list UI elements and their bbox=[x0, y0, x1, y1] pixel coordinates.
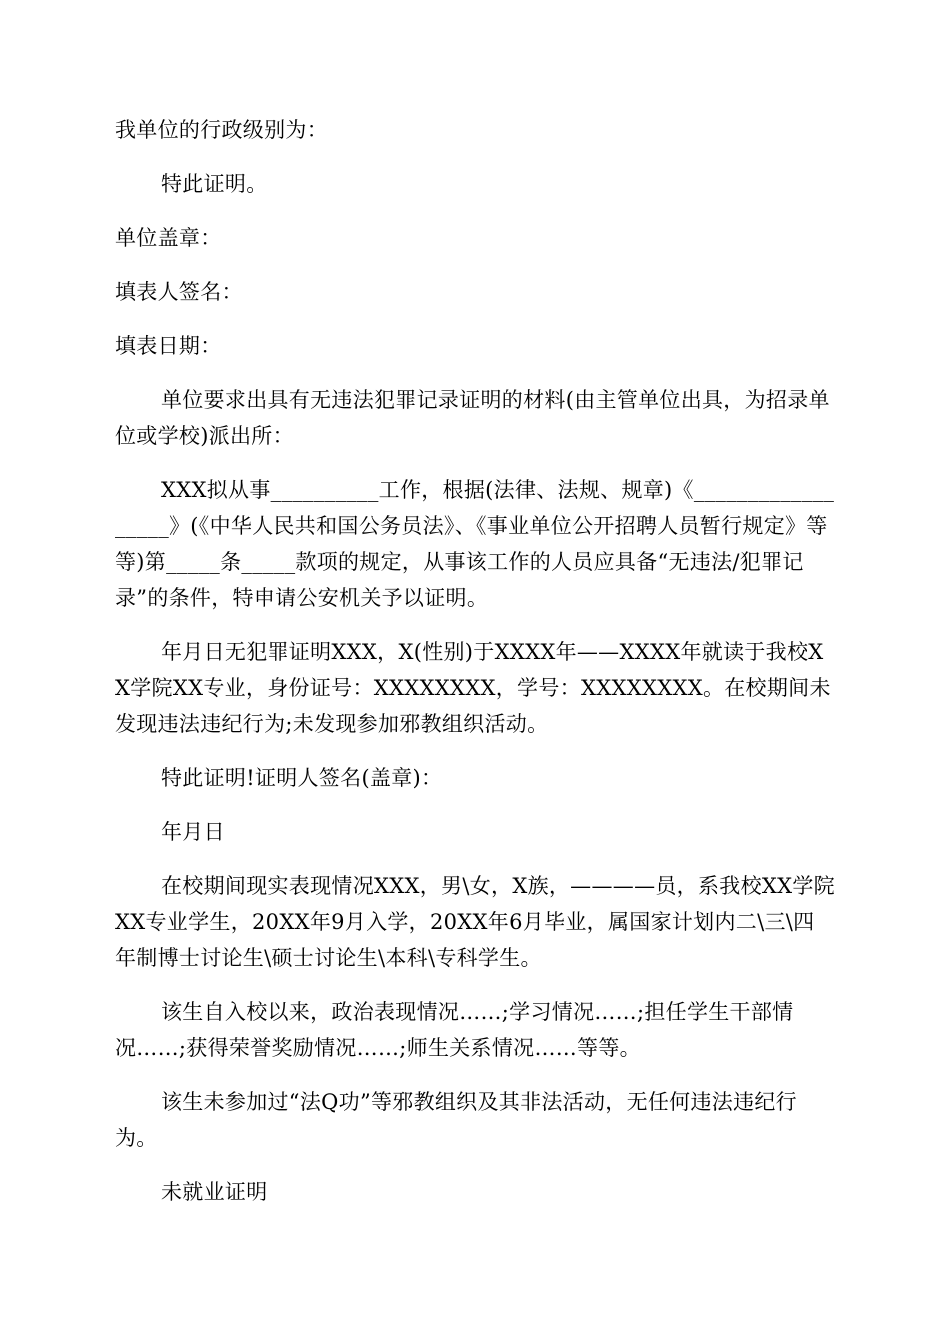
paragraph-certifier-signature: 特此证明!证明人签名(盖章)： bbox=[161, 766, 443, 790]
paragraph-date-line: 年月日 bbox=[161, 820, 225, 844]
paragraph-no-criminal-record-request: 单位要求出具有无违法犯罪记录证明的材料(由主管单位出具，为招录单位或学校)派出所： bbox=[115, 388, 830, 448]
paragraph-unemployment-certificate-title: 未就业证明 bbox=[161, 1180, 268, 1204]
paragraph-no-crime-certificate: 年月日无犯罪证明XXX，X(性别)于XXXX年——XXXX年就读于我校XX学院XX专业，身份证号：XXXXXXXX，学号：XXXXXXXX。在校期间未发现违法违纪行为;未发现参加邪教组织活动。 bbox=[115, 640, 831, 736]
paragraph-hereby-certify: 特此证明。 bbox=[161, 172, 268, 196]
paragraph-fill-date: 填表日期： bbox=[115, 334, 222, 358]
paragraph-unit-seal: 单位盖章： bbox=[115, 226, 222, 250]
paragraph-filler-signature: 填表人签名： bbox=[115, 280, 243, 304]
paragraph-job-legal-basis: XXX拟从事__________工作，根据(法律、法规、规章)《__________________》(《中华人民共和国公务员法》、《事业单位公开招聘人员暂行规定》等等)第_____条_____款项的规定，从事该工作的人员应具备“无违法/犯罪记录”的条件，特申请公安机关予以证明。 bbox=[115, 478, 835, 610]
document-body bbox=[115, 112, 835, 1228]
paragraph-no-illegal-activity: 该生未参加过“法Q功”等邪教组织及其非法活动，无任何违法违纪行为。 bbox=[115, 1090, 797, 1150]
paragraph-admin-level: 我单位的行政级别为： bbox=[115, 118, 328, 142]
paragraph-student-conduct: 该生自入校以来，政治表现情况……;学习情况……;担任学生干部情况……;获得荣誉奖励情况……;师生关系情况……等等。 bbox=[115, 1000, 794, 1060]
paragraph-school-performance: 在校期间现实表现情况XXX，男\女，X族，————员，系我校XX学院XX专业学生，20XX年9月入学，20XX年6月毕业，属国家计划内二\三\四年制博士讨论生\硕士讨论生\本科\专科学生。 bbox=[115, 874, 835, 970]
